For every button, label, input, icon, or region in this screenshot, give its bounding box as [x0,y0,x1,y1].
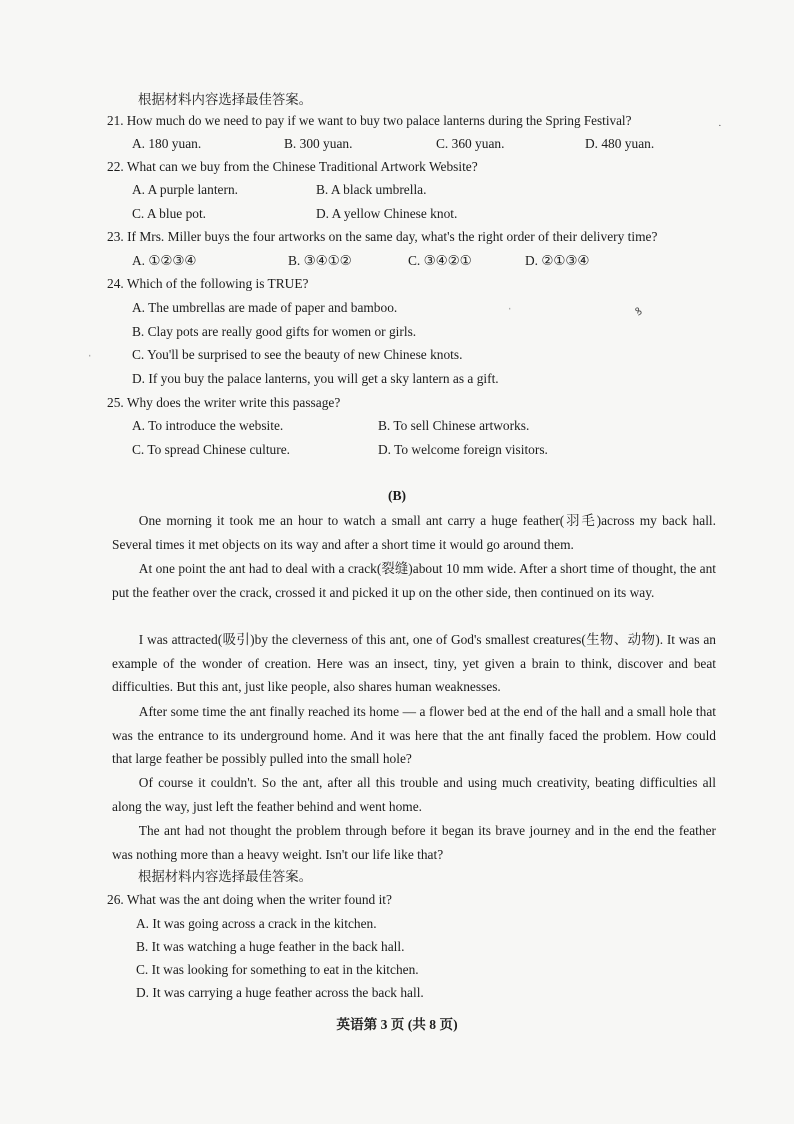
passage-paragraph-5: Of course it couldn't. So the ant, after all this trouble and using much creativity, beating difficulties all along the way, just left the feather behind and went home. [112,775,716,814]
question-26-option-b: B. It was watching a huge feather in the back hall. [136,939,405,954]
question-21-option-c: C. 360 yuan. [436,136,505,151]
question-25-option-a: A. To introduce the website. [132,418,284,433]
question-23-option-b: B. ③④①② [288,253,352,268]
question-25-option-d: D. To welcome foreign visitors. [378,442,548,457]
section-a-instruction: 根据材料内容选择最佳答案。 [138,92,313,107]
passage-paragraph-4: After some time the ant finally reached its home — a flower bed at the end of the hall and a small hole that was the entrance to its underground home. And it was here that the ant finally faced the problem. How could that large feather be possibly pulled into the small hole? [112,704,716,767]
scan-speck: ꝸ [633,305,645,319]
passage-paragraph-1: One morning it took me an hour to watch a small ant carry a huge feather(羽毛)across my back hall. Several times it met objects on its way and after a short time it would go around them. [112,513,716,552]
passage-paragraph-6: The ant had not thought the problem through before it began its brave journey and in the end the feather was nothing more than a heavy weight. Isn't our life like that? [112,823,716,862]
passage-paragraph-3: I was attracted(吸引)by the cleverness of this ant, one of God's smallest creatures(生物、动物). It was an example of the wonder of creation. Here was an insect, tiny, yet given a brain to think, discover and beat difficulties. But this ant, just like people, also shares human weaknesses. [112,632,716,695]
question-23-option-c: C. ③④②① [408,253,472,268]
question-25-stem: 25. Why does the writer write this passage? [107,395,341,410]
question-24-option-c: C. You'll be surprised to see the beauty of new Chinese knots. [132,347,463,362]
question-25-option-c: C. To spread Chinese culture. [132,442,290,457]
question-25-option-b: B. To sell Chinese artworks. [378,418,530,433]
question-23-stem: 23. If Mrs. Miller buys the four artworks on the same day, what's the right order of their delivery time? [107,229,658,244]
question-26-option-c: C. It was looking for something to eat in the kitchen. [136,962,419,977]
question-22-option-d: D. A yellow Chinese knot. [316,206,458,221]
question-21-stem: 21. How much do we need to pay if we want to buy two palace lanterns during the Spring Festival? [107,113,632,128]
scan-speck: ˌ [88,345,92,357]
question-24-option-a: A. The umbrellas are made of paper and bamboo. [132,300,398,315]
question-21-option-a: A. 180 yuan. [132,136,202,151]
question-24-option-b: B. Clay pots are really good gifts for women or girls. [132,324,417,339]
passage-paragraph-2: At one point the ant had to deal with a crack(裂缝)about 10 mm wide. After a short time of thought, the ant put the feather over the crack, crossed it and picked it up on the other side, then continued on its way. [112,561,716,600]
question-22-option-c: C. A blue pot. [132,206,207,221]
section-b-heading: (B) [387,488,407,503]
question-22-stem: 22. What can we buy from the Chinese Traditional Artwork Website? [107,159,478,174]
question-21-option-d: D. 480 yuan. [585,136,655,151]
question-21-option-b: B. 300 yuan. [284,136,353,151]
question-22-option-a: A. A purple lantern. [132,182,238,197]
question-23-option-a: A. ①②③④ [132,253,197,268]
question-23-option-d: D. ②①③④ [525,253,590,268]
section-b-instruction: 根据材料内容选择最佳答案。 [138,869,313,884]
page-footer: 英语第 3 页 (共 8 页) [336,1017,458,1032]
question-22-option-b: B. A black umbrella. [316,182,427,197]
question-24-option-d: D. If you buy the palace lanterns, you will get a sky lantern as a gift. [132,371,499,386]
scan-speck: ˈ [508,306,512,318]
question-26-option-a: A. It was going across a crack in the kitchen. [136,916,377,931]
question-26-stem: 26. What was the ant doing when the writer found it? [107,892,392,907]
question-24-stem: 24. Which of the following is TRUE? [107,276,309,291]
scan-speck: · [718,120,722,132]
question-26-option-d: D. It was carrying a huge feather across the back hall. [136,985,424,1000]
